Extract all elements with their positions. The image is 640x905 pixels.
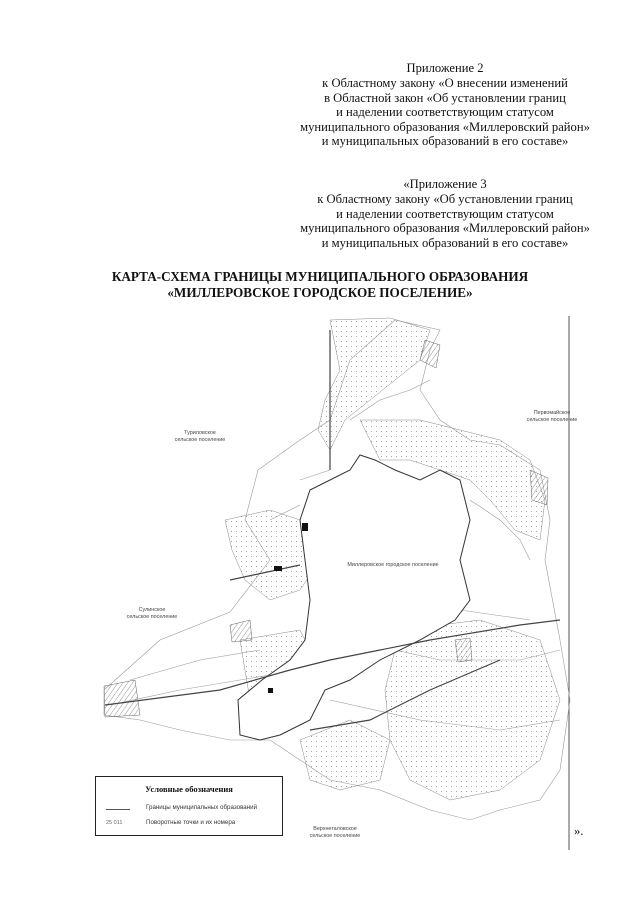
appendix-2-line: и наделении соответствующим статусом (336, 105, 554, 120)
legend-title: Условные обозначения (145, 784, 233, 794)
map-label-line: Туриловское (184, 430, 216, 436)
appendix-3-line: и муниципальных образований в его составе» (321, 235, 569, 250)
legend-item-boundary (106, 803, 278, 815)
map-label-north-east (522, 410, 582, 423)
legend-item-points (106, 818, 278, 830)
closing-quote: ». (574, 824, 584, 838)
map-label-line: Сулинское (138, 607, 166, 613)
appendix-2-line: и муниципальных образований в его составе» (321, 134, 569, 149)
map-label-west (124, 607, 180, 620)
map-label-line: сельское поселение (126, 613, 178, 620)
map-label-line: сельское поселение (309, 832, 361, 839)
map-label-north-west (170, 430, 230, 443)
map-label-line: Первомайское (533, 410, 571, 416)
map-title-line: КАРТА-СХЕМА ГРАНИЦЫ МУНИЦИПАЛЬНОГО ОБРАЗОВАНИЯ (111, 269, 529, 284)
appendix-2-title: Приложение 2 (406, 61, 484, 75)
appendix-2-line: в Областной закон «Об установлении границ (324, 90, 566, 105)
appendix-3-title: «Приложение 3 (403, 177, 487, 191)
settlement-label: Миллеровское городское поселение (347, 562, 439, 568)
appendix-2-line: к Областному закону «О внесении изменений (322, 76, 568, 90)
map-title-line: «МИЛЛЕРОВСКОЕ ГОРОДСКОЕ ПОСЕЛЕНИЕ» (167, 285, 473, 300)
appendix-2-line: муниципального образования «Миллеровский район» (300, 119, 590, 134)
appendix-3-line: муниципального образования «Миллеровский район» (300, 221, 590, 236)
map-label-line: сельское поселение (526, 416, 578, 423)
turning-point-symbol: 25 011 (106, 820, 123, 826)
boundary-line-symbol (106, 809, 130, 810)
appendix-3-line: и наделении соответствующим статусом (336, 206, 554, 221)
map-label-line: сельское поселение (174, 436, 226, 443)
map-label-south (300, 826, 370, 839)
legend-item-text: Поворотные точки и их номера (146, 819, 236, 826)
map-legend (95, 776, 283, 836)
legend-item-text: Границы муниципальных образований (146, 804, 258, 811)
map-label-line: Верхнеталовское (313, 826, 357, 832)
appendix-3-line: к Областному закону «Об установлении границ (317, 192, 573, 206)
